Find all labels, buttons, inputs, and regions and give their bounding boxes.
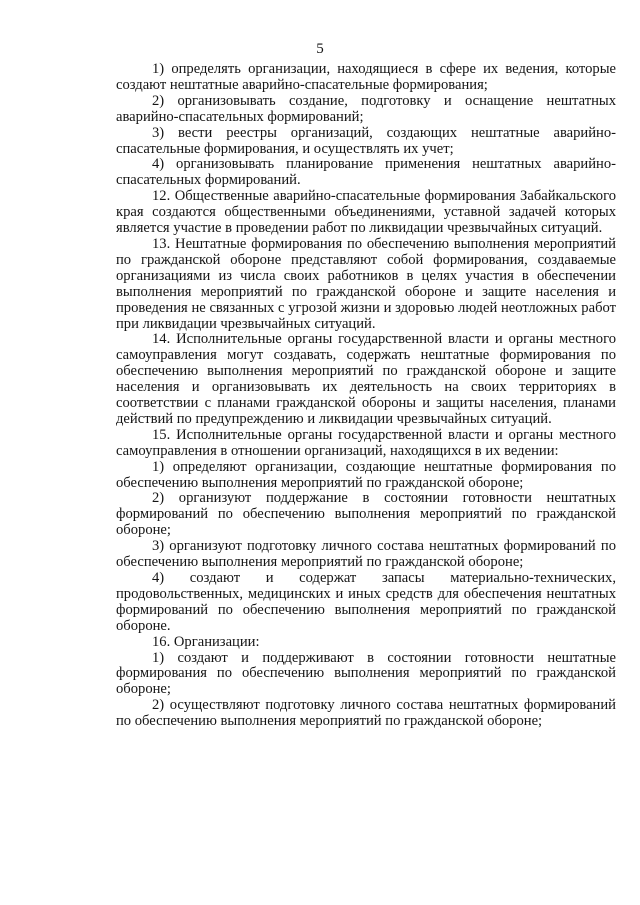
- paragraph-6: 13. Нештатные формирования по обеспечению выполнения мероприятий по гражданской обороне представляют собой формирования, создаваемые организациями из числа своих работников в целях участия в обеспечении выполнения мероприятий по гражданской обороне и защите населения и проведения не связанных с угрозой жизни и здоровью людей неотложных работ при ликвидации чрезвычайных ситуаций.: [116, 235, 616, 332]
- paragraph-12: 4) создают и содержат запасы материально-технических, продовольственных, медицинских и иных средств для обеспечения нештатных формирований по обеспечению выполнения мероприятий по гражданской обороне.: [116, 570, 616, 634]
- paragraph-9: 1) определяют организации, создающие нештатные формирования по обеспечению выполнения мероприятий по гражданской обороне;: [116, 458, 616, 491]
- paragraph-7: 14. Исполнительные органы государственной власти и органы местного самоуправления могут создавать, содержать нештатные формирования по обеспечению выполнения мероприятий по гражданской обороне и защите населения и организовывать их деятельность на своих территориях в соответствии с планами гражданской обороны и защиты населения, планами действий по предупреждению и ликвидации чрезвычайных ситуаций.: [116, 331, 616, 427]
- paragraph-10: 2) организуют поддержание в состоянии готовности нештатных формирований по обеспечению выполнения мероприятий по гражданской обороне;: [116, 490, 616, 539]
- paragraph-8: 15. Исполнительные органы государственной власти и органы местного самоуправления в отношении организаций, находящихся в их ведении:: [116, 426, 616, 459]
- paragraph-4: 4) организовывать планирование применения нештатных аварийно-спасательных формирований.: [116, 156, 616, 189]
- paragraph-2: 2) организовывать создание, подготовку и оснащение нештатных аварийно-спасательных формирований;: [116, 92, 616, 125]
- paragraph-14: 1) создают и поддерживают в состоянии готовности нештатные формирования по обеспечению выполнения мероприятий по гражданской обороне;: [116, 649, 616, 698]
- paragraph-15: 2) осуществляют подготовку личного состава нештатных формирований по обеспечению выполнения мероприятий по гражданской обороне;: [116, 697, 616, 730]
- paragraph-13: 16. Организации:: [152, 633, 260, 650]
- document-body: [116, 62, 616, 730]
- paragraph-5: 12. Общественные аварийно-спасательные формирования Забайкальского края создаются общественными объединениями, уставной задачей которых является участие в проведении работ по ликвидации чрезвычайных ситуаций.: [116, 188, 616, 237]
- paragraph-11: 3) организуют подготовку личного состава нештатных формирований по обеспечению выполнения мероприятий по гражданской обороне;: [116, 538, 616, 571]
- paragraph-3: 3) вести реестры организаций, создающих нештатные аварийно-спасательные формирования, и осуществлять их учет;: [116, 124, 616, 157]
- page-number: 5: [316, 41, 324, 57]
- paragraph-1: 1) определять организации, находящиеся в сфере их ведения, которые создают нештатные аварийно-спасательные формирования;: [116, 61, 616, 93]
